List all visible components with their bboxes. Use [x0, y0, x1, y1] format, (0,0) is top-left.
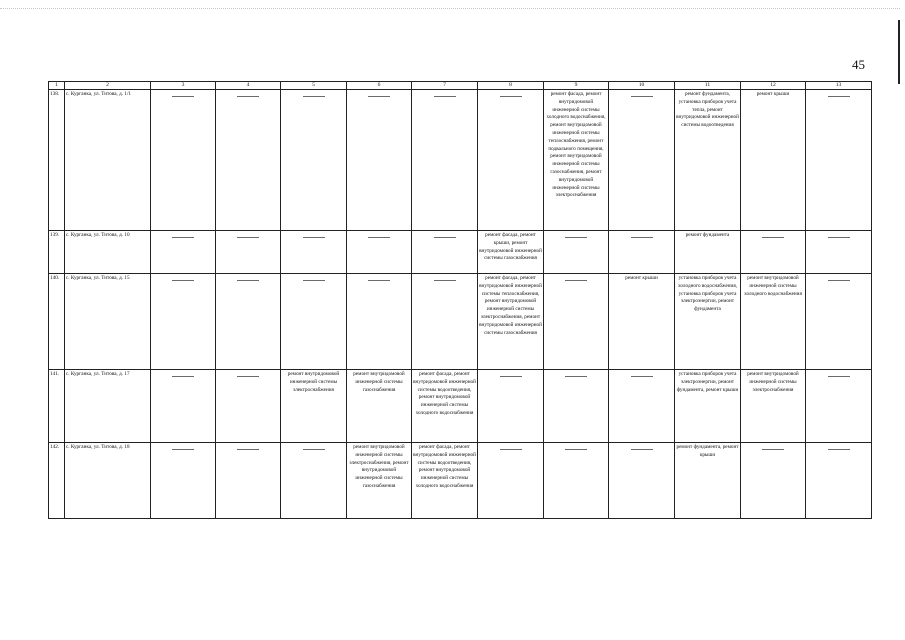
empty-cell [806, 274, 872, 370]
empty-cell [544, 274, 609, 370]
empty-cell [544, 231, 609, 274]
empty-cell [347, 90, 412, 231]
row-number: 142. [49, 443, 65, 519]
table-row [49, 231, 872, 274]
column-header: 12 [741, 82, 806, 90]
empty-cell [741, 443, 806, 519]
empty-dash-mark [172, 96, 194, 97]
empty-dash-mark [500, 96, 522, 97]
empty-dash-mark [762, 237, 784, 238]
column-header: 10 [609, 82, 675, 90]
empty-dash-mark [631, 449, 653, 450]
empty-cell [478, 370, 544, 443]
empty-dash-mark [237, 237, 259, 238]
address-cell: с. Курганка, ул. Титова, д. 1/1 [65, 90, 151, 231]
empty-cell [151, 90, 216, 231]
empty-cell [216, 443, 281, 519]
empty-dash-mark [631, 237, 653, 238]
empty-dash-mark [237, 449, 259, 450]
empty-dash-mark [828, 96, 850, 97]
empty-cell [281, 274, 347, 370]
empty-dash-mark [303, 96, 325, 97]
work-description-cell: ремонт крыши [609, 274, 675, 370]
empty-dash-mark [565, 376, 587, 377]
work-description-cell: ремонт фундамента, ремонт крыши [675, 443, 741, 519]
column-header: 7 [412, 82, 478, 90]
empty-cell [216, 370, 281, 443]
empty-cell [806, 443, 872, 519]
column-header: 1 [49, 82, 65, 90]
empty-dash-mark [500, 449, 522, 450]
empty-dash-mark [303, 280, 325, 281]
empty-dash-mark [631, 96, 653, 97]
column-header: 11 [675, 82, 741, 90]
scan-artifact-line [0, 8, 900, 23]
address-cell: с. Курганка, ул. Титова, д. 15 [65, 274, 151, 370]
empty-cell [216, 274, 281, 370]
empty-dash-mark [565, 237, 587, 238]
empty-dash-mark [172, 280, 194, 281]
empty-dash-mark [434, 280, 456, 281]
empty-dash-mark [368, 237, 390, 238]
column-header: 3 [151, 82, 216, 90]
empty-dash-mark [434, 96, 456, 97]
empty-cell [544, 443, 609, 519]
table-row [49, 443, 872, 519]
repair-schedule-table [48, 81, 872, 519]
row-number: 141. [49, 370, 65, 443]
empty-cell [151, 443, 216, 519]
scan-edge-mark [898, 20, 900, 84]
empty-dash-mark [828, 280, 850, 281]
empty-dash-mark [565, 280, 587, 281]
work-description-cell: ремонт внутридомовой инженерной системы электроснабжения, ремонт внутридомовой инженерной системы газоснабжения [347, 443, 412, 519]
page-number: 45 [852, 57, 865, 72]
empty-cell [806, 231, 872, 274]
empty-dash-mark [303, 237, 325, 238]
table-row [49, 370, 872, 443]
empty-dash-mark [172, 449, 194, 450]
empty-dash-mark [172, 376, 194, 377]
address-cell: с. Курганка, ул. Титова, д. 10 [65, 231, 151, 274]
empty-cell [412, 274, 478, 370]
empty-dash-mark [828, 376, 850, 377]
empty-cell [609, 370, 675, 443]
work-description-cell: ремонт внутридомовой инженерной системы электроснабжения [281, 370, 347, 443]
empty-cell [478, 90, 544, 231]
column-header: 5 [281, 82, 347, 90]
empty-dash-mark [368, 280, 390, 281]
empty-cell [151, 370, 216, 443]
empty-dash-mark [237, 96, 259, 97]
empty-cell [806, 370, 872, 443]
work-description-cell: ремонт внутридомовой инженерной системы газоснабжения [347, 370, 412, 443]
empty-cell [412, 90, 478, 231]
column-header: 9 [544, 82, 609, 90]
empty-dash-mark [237, 376, 259, 377]
work-description-cell: ремонт фасада, ремонт внутридомовой инженерной системы водоотведения, ремонт внутридомовой инженерной системы холодного водоснабжения [412, 370, 478, 443]
empty-cell [347, 231, 412, 274]
empty-dash-mark [631, 376, 653, 377]
work-description-cell: ремонт фасада, ремонт внутридомовой инженерной системы теплоснабжения, ремонт внутридомовой инженерной системы электроснабжения, ремонт внутридомовой инженерной системы газоснабжения [478, 274, 544, 370]
work-description-cell: ремонт фасада, ремонт внутридомовой инженерной системы водоотведения, ремонт внутридомовой инженерной системы холодного водоснабжения [412, 443, 478, 519]
column-header: 6 [347, 82, 412, 90]
table-row [49, 274, 872, 370]
empty-cell [347, 274, 412, 370]
empty-cell [478, 443, 544, 519]
empty-dash-mark [565, 449, 587, 450]
work-description-cell: установка приборов учета электроэнергии, ремонт фундамента, ремонт крыши [675, 370, 741, 443]
row-number: 140. [49, 274, 65, 370]
work-description-cell: ремонт крыши [741, 90, 806, 231]
empty-dash-mark [434, 237, 456, 238]
work-description-cell: ремонт фасада, ремонт крыши, ремонт внутридомовой инженерной системы газоснабжения [478, 231, 544, 274]
empty-cell [806, 90, 872, 231]
empty-dash-mark [303, 449, 325, 450]
column-number-row [49, 82, 872, 90]
empty-dash-mark [237, 280, 259, 281]
empty-cell [216, 90, 281, 231]
empty-dash-mark [762, 449, 784, 450]
empty-dash-mark [828, 237, 850, 238]
work-description-cell: ремонт фундамента, установка приборов учета тепла, ремонт внутридомовой инженерной системы водоотведения [675, 90, 741, 231]
empty-cell [281, 231, 347, 274]
empty-cell [609, 231, 675, 274]
column-header: 13 [806, 82, 872, 90]
empty-cell [609, 90, 675, 231]
empty-cell [216, 231, 281, 274]
empty-cell [151, 274, 216, 370]
work-description-cell: ремонт внутридомовой инженерной системы электроснабжения [741, 370, 806, 443]
empty-cell [741, 231, 806, 274]
work-description-cell: ремонт фундамента [675, 231, 741, 274]
empty-cell [544, 370, 609, 443]
table-row [49, 90, 872, 231]
empty-dash-mark [828, 449, 850, 450]
address-cell: с. Курганка, ул. Титова, д. 18 [65, 443, 151, 519]
address-cell: с. Курганка, ул. Титова, д. 17 [65, 370, 151, 443]
empty-dash-mark [500, 376, 522, 377]
row-number: 138. [49, 90, 65, 231]
row-number: 139. [49, 231, 65, 274]
empty-cell [412, 231, 478, 274]
empty-cell [609, 443, 675, 519]
empty-cell [281, 90, 347, 231]
work-description-cell: ремонт фасада, ремонт внутридомовой инженерной системы холодного водоснабжения, ремонт внутридомовой инженерной системы теплоснабжения, ремонт подвального помещения, ремонт внутридомовой инженерной системы газоснабжения, ремонт внутридомовой инженерной системы электроснабжения [544, 90, 609, 231]
column-header: 8 [478, 82, 544, 90]
column-header: 4 [216, 82, 281, 90]
work-description-cell: ремонт внутридомовой инженерной системы холодного водоснабжения [741, 274, 806, 370]
empty-dash-mark [172, 237, 194, 238]
empty-cell [151, 231, 216, 274]
column-header: 2 [65, 82, 151, 90]
empty-cell [281, 443, 347, 519]
empty-dash-mark [368, 96, 390, 97]
work-description-cell: установка приборов учета холодного водоснабжения, установка приборов учета электроэнергии, ремонт фундамента [675, 274, 741, 370]
